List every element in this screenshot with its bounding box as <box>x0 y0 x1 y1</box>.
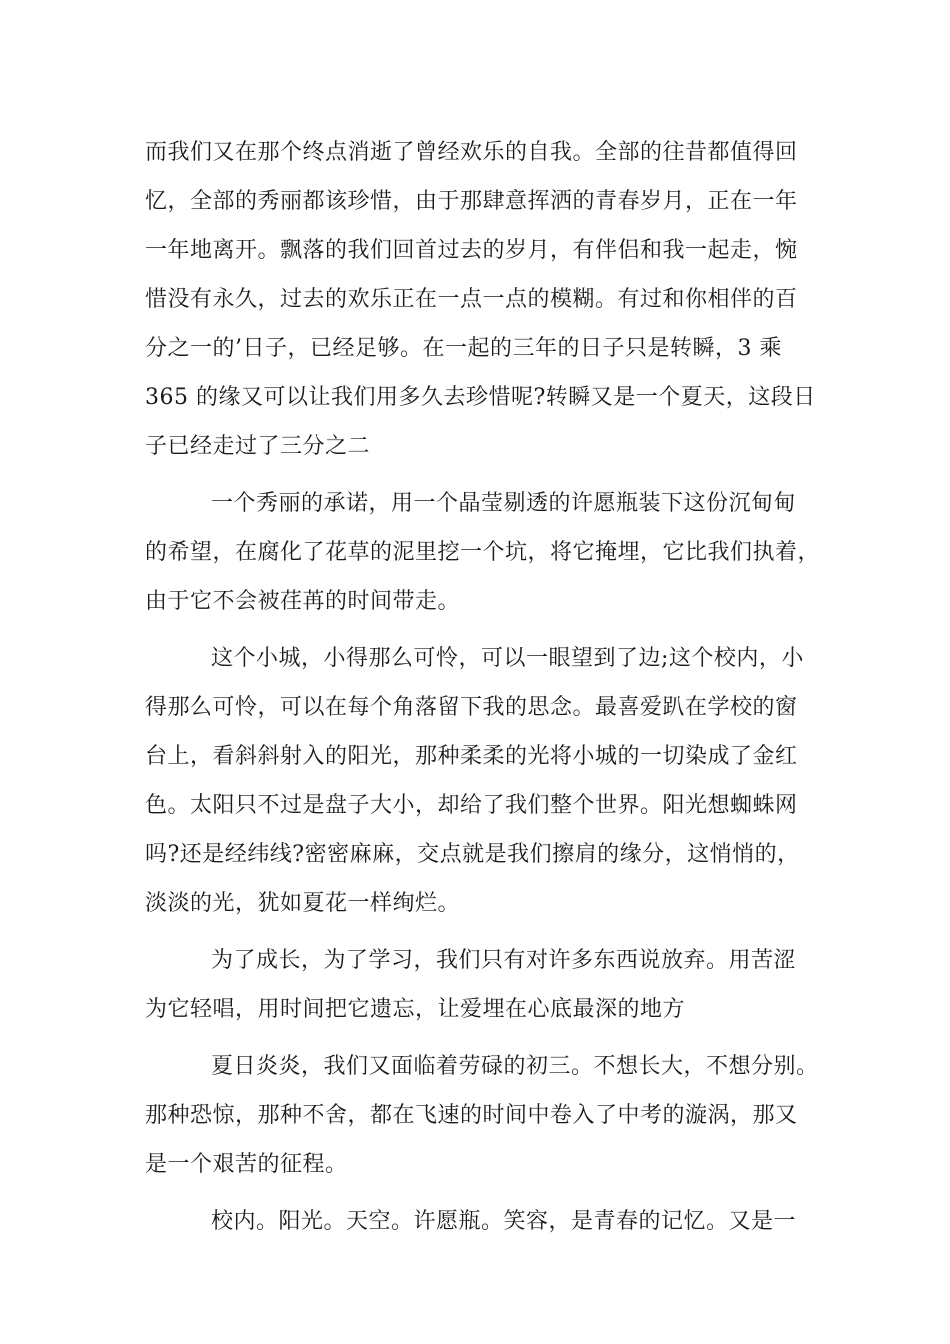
text-line: 得那么可怜，可以在每个角落留下我的思念。最喜爱趴在学校的窗 <box>145 695 798 720</box>
text-line: 而我们又在那个终点消逝了曾经欢乐的自我。全部的往昔都值得回 <box>145 140 798 165</box>
text-line: 为它轻唱，用时间把它遗忘，让爱埋在心底最深的地方 <box>145 997 686 1022</box>
text-line: 校内。阳光。天空。许愿瓶。笑容，是青春的记忆。又是一 <box>211 1209 797 1234</box>
text-line: 台上，看斜斜射入的阳光，那种柔柔的光将小城的一切染成了金红 <box>145 744 798 769</box>
text-line: 夏日炎炎，我们又面临着劳碌的初三。不想长大，不想分别。 <box>211 1054 819 1079</box>
text-line: 淡淡的光，犹如夏花一样绚烂。 <box>145 891 461 916</box>
paragraph-6 <box>145 1197 825 1246</box>
text-line: 分之一的’日子，已经足够。在一起的三年的日子只是转瞬，3 乘 <box>145 336 782 361</box>
text-line: 色。太阳只不过是盘子大小，却给了我们整个世界。阳光想蜘蛛网 <box>145 793 798 818</box>
text-line: 子已经走过了三分之二 <box>145 434 371 459</box>
text-line: 365 的缘又可以让我们用多久去珍惜呢?转瞬又是一个夏天，这段日 <box>145 385 816 410</box>
paragraph-5 <box>145 1042 825 1189</box>
paragraph-4 <box>145 936 825 1034</box>
text-line: 由于它不会被荏苒的时间带走。 <box>145 589 461 614</box>
body-text <box>145 128 825 1246</box>
text-line: 为了成长，为了学习，我们只有对许多东西说放弃。用苦涩 <box>211 948 797 973</box>
text-line: 的希望，在腐化了花草的泥里挖一个坑，将它掩埋，它比我们执着， <box>145 540 821 565</box>
text-line: 惜没有永久，过去的欢乐正在一点一点的模糊。有过和你相伴的百 <box>145 287 798 312</box>
text-line: 这个小城，小得那么可怜，可以一眼望到了边;这个校内，小 <box>211 646 804 671</box>
text-line: 忆，全部的秀丽都该珍惜，由于那肆意挥洒的青春岁月，正在一年 <box>145 189 798 214</box>
paragraph-2 <box>145 479 825 626</box>
text-line: 那种恐惊，那种不舍，都在飞速的时间中卷入了中考的漩涡，那又 <box>145 1103 798 1128</box>
text-line: 是一个艰苦的征程。 <box>145 1152 348 1177</box>
paragraph-3 <box>145 634 825 928</box>
paragraph-1 <box>145 128 825 471</box>
text-line: 一年地离开。飘落的我们回首过去的岁月，有伴侣和我一起走，惋 <box>145 238 798 263</box>
text-line: 吗?还是经纬线?密密麻麻，交点就是我们擦肩的缘分，这悄悄的， <box>145 842 800 867</box>
text-line: 一个秀丽的承诺，用一个晶莹剔透的许愿瓶装下这份沉甸甸 <box>211 491 797 516</box>
